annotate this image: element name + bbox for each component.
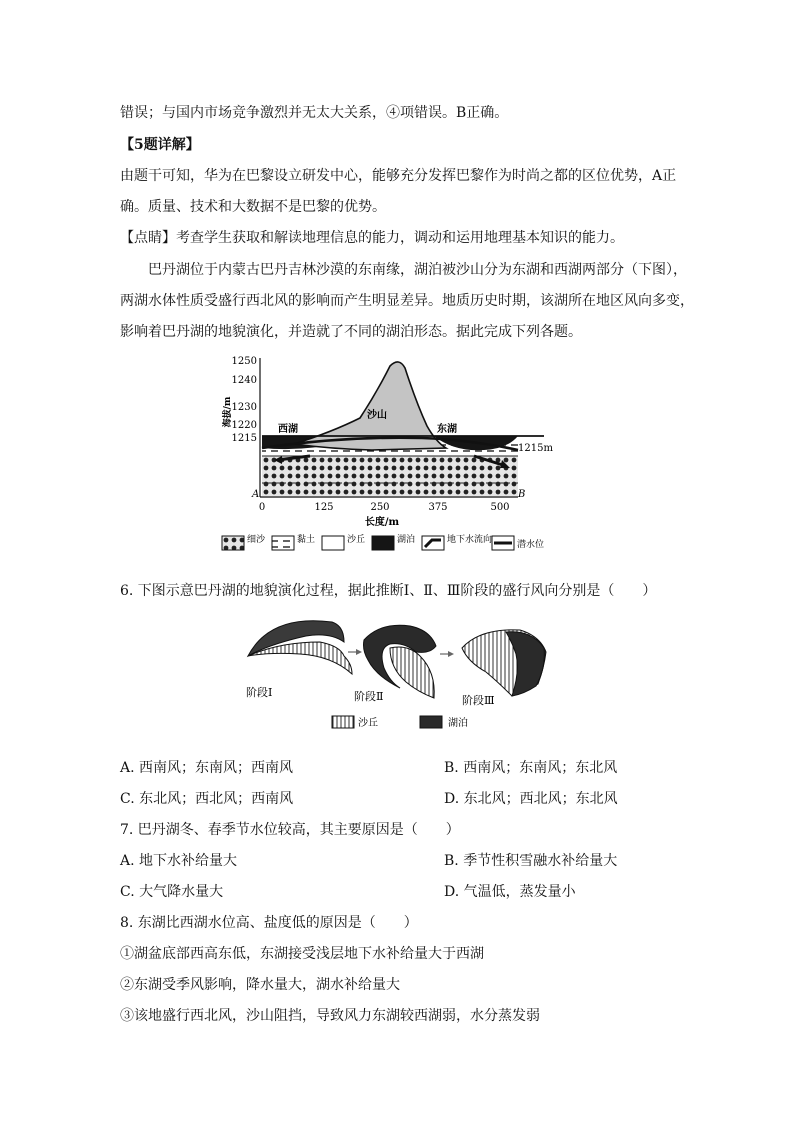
question-7-stem: 7. 巴丹湖冬、春季节水位较高，其主要原因是（ ）	[120, 822, 460, 838]
y-tick-label: 1250	[231, 356, 257, 367]
x-tick-label: 500	[490, 502, 510, 513]
x-tick-label: 125	[314, 502, 334, 513]
y-tick-label: 1220	[231, 420, 257, 431]
west-lake-label: 西湖	[278, 424, 298, 435]
point-a-label: A	[252, 489, 260, 500]
paragraph-text: 由题干可知，华为在巴黎设立研发中心，能够充分发挥巴黎作为时尚之都的区位优势，A正	[120, 168, 677, 184]
intro-paragraph: 巴丹湖位于内蒙古巴丹吉林沙漠的东南缘，湖泊被沙山分为东湖和西湖两部分（下图），	[148, 262, 687, 278]
intro-paragraph: 两湖水体性质受盛行西北风的影响而产生明显差异。地质历史时期，该湖所在地区风向多变，	[120, 293, 694, 309]
question-8-stem: 8. 东湖比西湖水位高、盐度低的原因是（ ）	[120, 915, 418, 931]
stage3-label: 阶段Ⅲ	[462, 694, 495, 707]
q7-option-d: D. 气温低，蒸发量小	[444, 884, 576, 900]
y-tick-label: 1230	[231, 402, 257, 413]
q8-statement-2: ②东湖受季风影响，降水量大，湖水补给量大	[120, 977, 400, 993]
water-level-label: 1215m	[518, 443, 553, 454]
stage-evolution-figure	[240, 612, 550, 740]
q7-option-a: A. 地下水补给量大	[120, 853, 238, 869]
q6-option-b: B. 西南风；东南风；东北风	[444, 760, 618, 776]
x-axis-label: 长度/m	[364, 517, 400, 528]
intro-paragraph: 影响着巴丹湖的地貌演化，并造就了不同的湖泊形态。据此完成下列各题。	[120, 324, 582, 340]
dianjing-note: 【点睛】考查学生获取和解读地理信息的能力，调动和运用地理基本知识的能力。	[120, 230, 624, 246]
legend-water-table: 潜水位	[517, 540, 545, 550]
sand-hill-label: 沙山	[367, 410, 387, 421]
legend-lake: 湖泊	[448, 718, 468, 729]
question-6-stem: 6. 下图示意巴丹湖的地貌演化过程，据此推断Ⅰ、Ⅱ、Ⅲ阶段的盛行风向分别是（ ）	[120, 583, 657, 599]
q6-option-d: D. 东北风；西北风；东北风	[444, 791, 618, 807]
legend-dune: 沙丘	[358, 718, 378, 729]
cross-section-figure	[222, 352, 553, 562]
x-tick-label: 250	[370, 502, 390, 513]
y-tick-label: 1240	[231, 375, 257, 386]
legend-lake: 湖泊	[397, 535, 416, 545]
fine-sand-layer	[262, 456, 518, 496]
q6-option-c: C. 东北风；西北风；西南风	[120, 791, 294, 807]
q8-statement-1: ①湖盆底部西高东低，东湖接受浅层地下水补给量大于西湖	[120, 946, 484, 962]
legend-clay: 黏土	[297, 535, 316, 545]
paragraph-text: 确。质量、技术和大数据不是巴黎的优势。	[120, 199, 386, 215]
east-lake-label: 东湖	[437, 424, 457, 435]
q8-statement-3: ③该地盛行西北风，沙山阻挡，导致风力东湖较西湖弱，水分蒸发弱	[120, 1008, 540, 1024]
y-axis-label: 海拔/m	[223, 396, 233, 428]
point-b-label: B	[518, 489, 526, 500]
legend-fine-sand: 细沙	[247, 535, 266, 545]
x-tick-label: 375	[428, 502, 448, 513]
y-tick-label: 1215	[231, 433, 257, 444]
q7-option-c: C. 大气降水量大	[120, 884, 224, 900]
stage2-label: 阶段Ⅱ	[354, 690, 384, 703]
stage2-dune	[390, 647, 434, 698]
q6-option-a: A. 西南风；东南风；西南风	[120, 760, 294, 776]
legend-groundwater-flow: 地下水流向	[447, 535, 493, 545]
section-heading-q5: 【5题详解】	[120, 137, 200, 153]
q7-option-b: B. 季节性积雪融水补给量大	[444, 853, 618, 869]
paragraph-text: 错误；与国内市场竞争激烈并无太大关系，④项错误。B正确。	[120, 105, 509, 121]
x-tick-label: 0	[258, 502, 266, 513]
stage1-label: 阶段Ⅰ	[246, 686, 273, 699]
legend-dune: 沙丘	[347, 535, 366, 545]
